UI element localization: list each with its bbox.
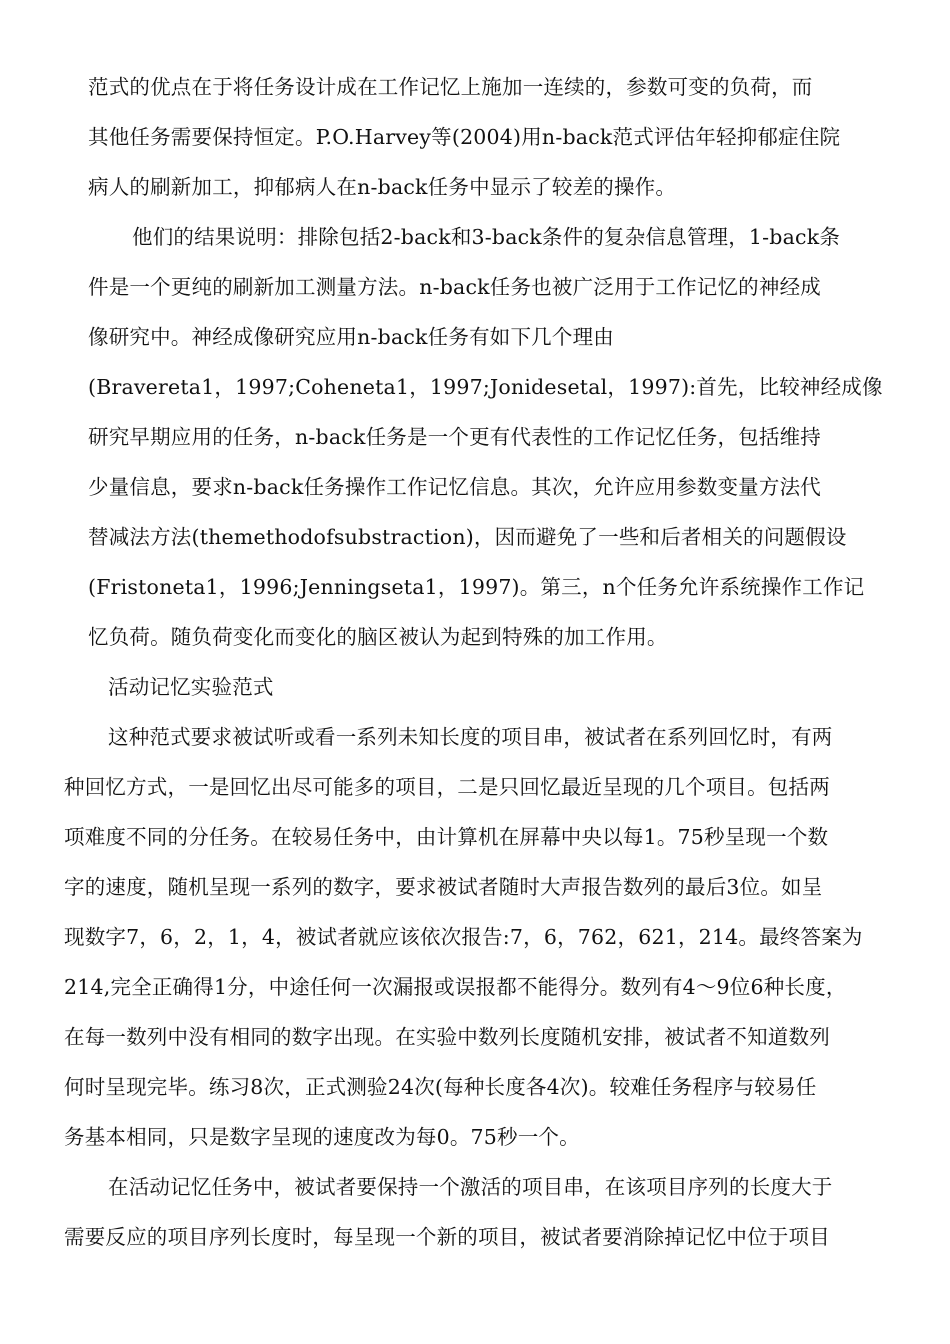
- text-line: 件是一个更纯的刷新加工测量方法。n-back任务也被广泛用于工作记忆的神经成: [88, 275, 821, 299]
- text-line: 这种范式要求被试听或看一系列未知长度的项目串，被试者在系列回忆时，有两: [108, 725, 833, 749]
- text-line: 他们的结果说明：排除包括2-back和3-back条件的复杂信息管理，1-back条: [132, 225, 841, 249]
- section-heading: 活动记忆实验范式: [108, 675, 274, 699]
- text-line: (Fristoneta1，1996;Jenningseta1，1997)。第三，n个任务允许系统操作工作记: [88, 575, 865, 599]
- text-line: (Bravereta1，1997;Coheneta1，1997;Jonidesetal，1997):首先，比较神经成像: [88, 375, 883, 399]
- text-line: 研究早期应用的任务，n-back任务是一个更有代表性的工作记忆任务，包括维持: [88, 425, 821, 449]
- text-line: 214,完全正确得1分，中途任何一次漏报或误报都不能得分。数列有4〜9位6种长度，: [64, 975, 847, 999]
- text-line: 何时呈现完毕。练习8次，正式测验24次(每种长度各4次)。较难任务程序与较易任: [64, 1075, 817, 1099]
- text-line: 需要反应的项目序列长度时，每呈现一个新的项目，被试者要消除掉记忆中位于项目: [64, 1225, 830, 1249]
- text-line: 忆负荷。随负荷变化而变化的脑区被认为起到特殊的加工作用。: [88, 625, 668, 649]
- text-line: 现数字7，6，2，1，4，被试者就应该依次报告:7，6，762，621，214。最终答案为: [64, 925, 863, 949]
- text-line: 在活动记忆任务中，被试者要保持一个激活的项目串，在该项目序列的长度大于: [108, 1175, 833, 1199]
- text-line: 范式的优点在于将任务设计成在工作记忆上施加一连续的，参数可变的负荷，而: [88, 75, 813, 99]
- text-line: 种回忆方式，一是回忆出尽可能多的项目，二是只回忆最近呈现的几个项目。包括两: [64, 775, 830, 799]
- text-line: 项难度不同的分任务。在较易任务中，由计算机在屏幕中央以每1。75秒呈现一个数: [64, 825, 829, 849]
- text-line: 务基本相同，只是数字呈现的速度改为每0。75秒一个。: [64, 1125, 580, 1149]
- text-line: 病人的刷新加工，抑郁病人在n-back任务中显示了较差的操作。: [88, 175, 677, 199]
- text-line: 少量信息，要求n-back任务操作工作记忆信息。其次，允许应用参数变量方法代: [88, 475, 821, 499]
- text-line: 像研究中。神经成像研究应用n-back任务有如下几个理由: [88, 325, 614, 349]
- text-line: 其他任务需要保持恒定。P.O.Harvey等(2004)用n-back范式评估年轻抑郁症住院: [88, 125, 841, 149]
- text-line: 字的速度，随机呈现一系列的数字，要求被试者随时大声报告数列的最后3位。如呈: [64, 875, 823, 899]
- text-line: 在每一数列中没有相同的数字出现。在实验中数列长度随机安排，被试者不知道数列: [64, 1025, 830, 1049]
- text-line: 替减法方法(themethodofsubstraction)，因而避免了一些和后者相关的问题假设: [88, 525, 847, 549]
